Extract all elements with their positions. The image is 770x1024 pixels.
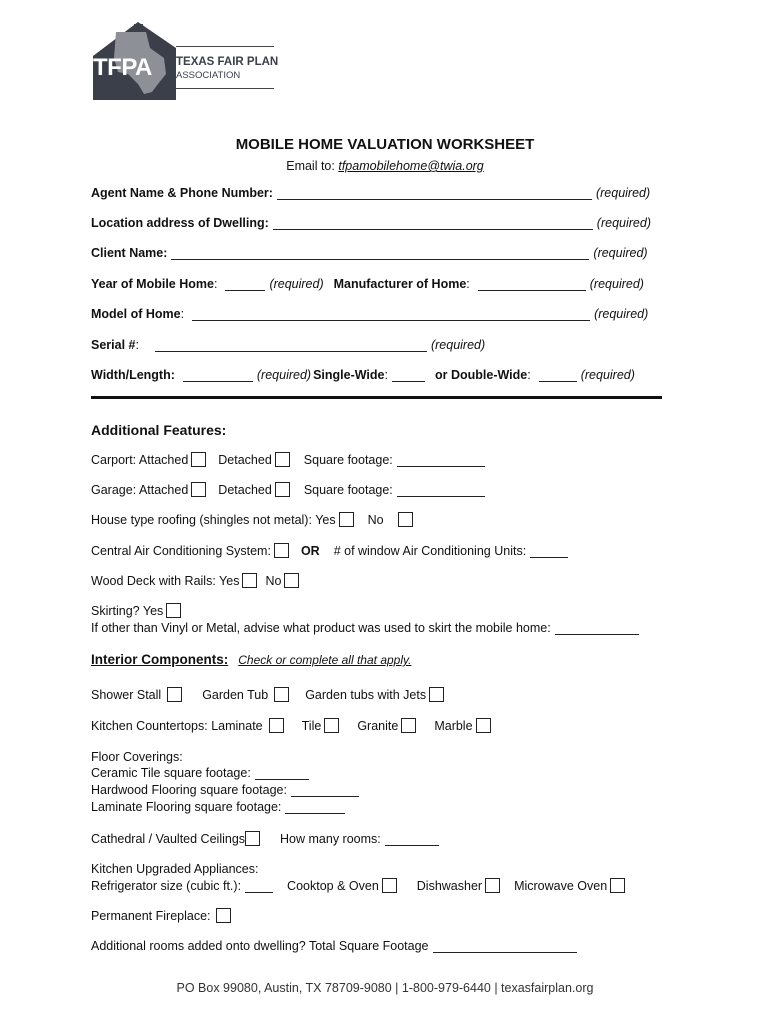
ceramic-input[interactable] — [255, 767, 309, 780]
dishwasher-label: Dishwasher — [416, 879, 483, 893]
single-wide-label: Single-Wide — [313, 368, 385, 382]
garden-jets-checkbox[interactable] — [429, 687, 444, 702]
carport-sqft-label: Square footage: — [303, 453, 393, 467]
interior-heading: Interior Components: — [91, 652, 229, 667]
model-label: Model of Home — [91, 307, 181, 321]
deck-no-label: No — [265, 574, 282, 588]
fridge-input[interactable] — [245, 880, 273, 893]
carport-sqft-input[interactable] — [397, 454, 485, 467]
laminate-floor-label: Laminate Flooring square footage: — [91, 800, 282, 814]
client-required: (required) — [593, 246, 648, 260]
email-label: Email to: — [286, 159, 335, 173]
rooms-label: How many rooms: — [280, 832, 381, 846]
ceramic-label: Ceramic Tile square footage: — [91, 766, 251, 780]
garage-sqft-label: Square footage: — [303, 483, 393, 497]
roofing-label: House type roofing (shingles not metal): Yes — [91, 513, 336, 527]
rooms-input[interactable] — [385, 833, 439, 846]
manufacturer-label: Manufacturer of Home — [333, 277, 467, 291]
cathedral-checkbox[interactable] — [245, 831, 260, 846]
granite-checkbox[interactable] — [401, 718, 416, 733]
garden-tub-checkbox[interactable] — [274, 687, 289, 702]
email-link[interactable]: tfpamobilehome@twia.org — [338, 159, 484, 173]
serial-label: Serial # — [91, 338, 136, 352]
model-input[interactable] — [192, 308, 590, 321]
laminate-checkbox[interactable] — [269, 718, 284, 733]
page-title: MOBILE HOME VALUATION WORKSHEET — [235, 136, 535, 153]
carport-detached-label: Detached — [218, 453, 272, 467]
window-units-input[interactable] — [530, 545, 568, 558]
marble-checkbox[interactable] — [476, 718, 491, 733]
width-label: Width/Length: — [91, 368, 175, 382]
shower-checkbox[interactable] — [167, 687, 182, 702]
garden-tub-label: Garden Tub — [202, 688, 269, 702]
carport-detached-checkbox[interactable] — [275, 452, 290, 467]
additional-heading: Additional Features: — [91, 422, 227, 438]
fireplace-checkbox[interactable] — [216, 908, 231, 923]
fridge-label: Refrigerator size (cubic ft.): — [91, 879, 242, 893]
or-label: OR — [300, 544, 320, 558]
garage-sqft-input[interactable] — [397, 484, 485, 497]
carport-label: Carport: Attached — [91, 453, 189, 467]
garage-detached-checkbox[interactable] — [275, 482, 290, 497]
cooktop-checkbox[interactable] — [382, 878, 397, 893]
manufacturer-required: (required) — [589, 277, 644, 291]
section-divider — [91, 396, 662, 399]
garage-label: Garage: Attached — [91, 483, 189, 497]
countertops-label: Kitchen Countertops: Laminate — [91, 719, 263, 733]
logo-line2: ASSOCIATION — [176, 70, 241, 81]
single-wide-input[interactable] — [392, 369, 425, 382]
year-label: Year of Mobile Home — [91, 277, 214, 291]
email-line — [0, 158, 770, 174]
width-required: (required) — [256, 368, 312, 382]
location-label: Location address of Dwelling: — [91, 216, 269, 230]
skirting-yes-checkbox[interactable] — [166, 603, 181, 618]
added-rooms-input[interactable] — [433, 940, 577, 953]
agent-input[interactable] — [277, 187, 592, 200]
agent-required: (required) — [595, 186, 651, 200]
manufacturer-input[interactable] — [478, 278, 586, 291]
cathedral-label: Cathedral / Vaulted Ceilings — [91, 832, 246, 846]
central-air-checkbox[interactable] — [274, 543, 289, 558]
cooktop-label: Cooktop & Oven — [287, 879, 379, 893]
shower-label: Shower Stall — [91, 688, 162, 702]
deck-no-checkbox[interactable] — [284, 573, 299, 588]
client-input[interactable] — [171, 247, 589, 260]
central-air-label: Central Air Conditioning System: — [91, 544, 271, 558]
logo-line1: TEXAS FAIR PLAN — [176, 56, 279, 68]
interior-note: Check or complete all that apply. — [238, 653, 412, 667]
deck-label: Wood Deck with Rails: Yes — [91, 574, 240, 588]
year-required: (required) — [269, 277, 324, 291]
marble-label: Marble — [434, 719, 473, 733]
skirting-other-label: If other than Vinyl or Metal, advise what product was used to skirt the mobile home: — [91, 621, 551, 635]
client-label: Client Name: — [91, 246, 168, 260]
deck-yes-checkbox[interactable] — [242, 573, 257, 588]
garage-detached-label: Detached — [218, 483, 272, 497]
garage-attached-checkbox[interactable] — [191, 482, 206, 497]
laminate-floor-input[interactable] — [285, 801, 345, 814]
microwave-label: Microwave Oven — [514, 879, 608, 893]
agent-label: Agent Name & Phone Number: — [91, 186, 273, 200]
hardwood-input[interactable] — [291, 784, 359, 797]
fireplace-label: Permanent Fireplace: — [91, 909, 211, 923]
window-units-label: # of window Air Conditioning Units: — [333, 544, 527, 558]
double-wide-input[interactable] — [539, 369, 577, 382]
hardwood-label: Hardwood Flooring square footage: — [91, 783, 287, 797]
tile-label: Tile — [301, 719, 322, 733]
roofing-no-checkbox[interactable] — [398, 512, 413, 527]
footer-address: PO Box 99080, Austin, TX 78709-9080 | 1-800-979-6440 | texasfairplan.org — [176, 981, 594, 995]
tile-checkbox[interactable] — [324, 718, 339, 733]
roofing-no-label: No — [367, 513, 384, 527]
width-input[interactable] — [183, 369, 253, 382]
carport-attached-checkbox[interactable] — [191, 452, 206, 467]
serial-required: (required) — [430, 338, 486, 352]
roofing-yes-checkbox[interactable] — [339, 512, 354, 527]
garden-jets-label: Garden tubs with Jets — [305, 688, 427, 702]
location-required: (required) — [596, 216, 651, 230]
added-rooms-label: Additional rooms added onto dwelling? Total Square Footage — [91, 939, 429, 953]
dishwasher-checkbox[interactable] — [485, 878, 500, 893]
granite-label: Granite — [357, 719, 399, 733]
skirting-other-input[interactable] — [555, 622, 639, 635]
serial-input[interactable] — [155, 339, 427, 352]
logo-abbr: TFPA — [93, 54, 152, 81]
year-input[interactable] — [225, 278, 265, 291]
floor-heading: Floor Coverings: — [91, 750, 183, 764]
double-wide-required: (required) — [580, 368, 635, 382]
double-wide-label: or Double-Wide — [434, 368, 528, 382]
model-required: (required) — [594, 307, 649, 321]
logo — [88, 18, 288, 104]
appliances-heading: Kitchen Upgraded Appliances: — [91, 862, 259, 876]
location-input[interactable] — [273, 217, 593, 230]
skirting-label: Skirting? Yes — [91, 604, 164, 618]
microwave-checkbox[interactable] — [610, 878, 625, 893]
